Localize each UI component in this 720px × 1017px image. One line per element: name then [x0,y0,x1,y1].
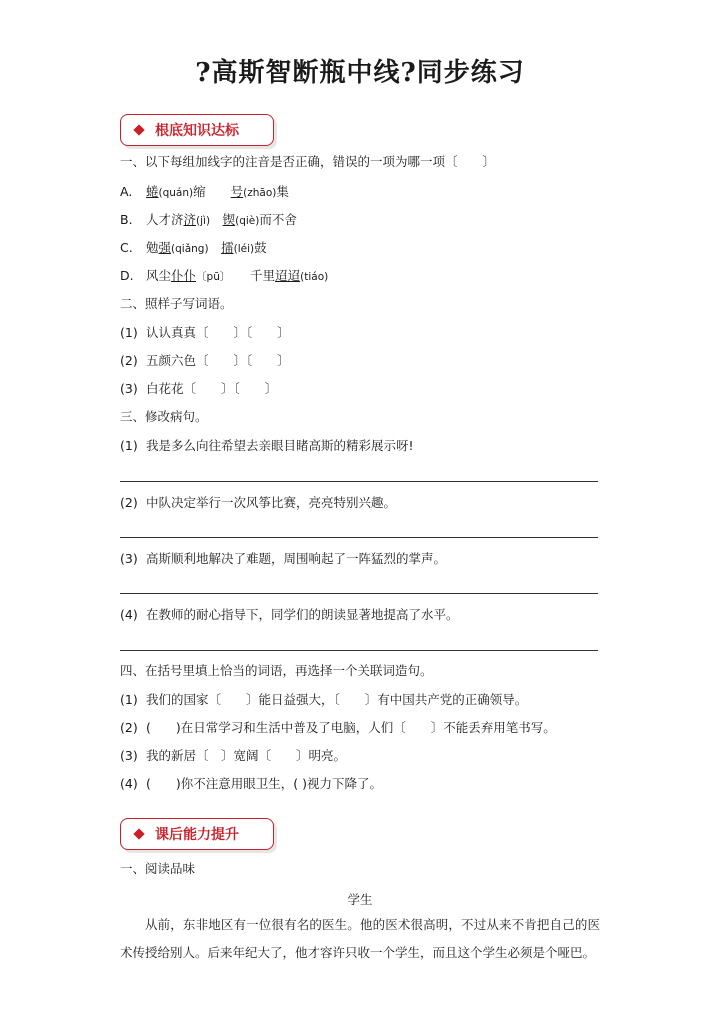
underlined-char: 号 [230,184,244,199]
story-title: 学生 [347,892,373,907]
diamond-icon [133,124,144,135]
item-text: 我是多么向往希望去亲眼目睹高斯的精彩展示呀! [146,438,414,453]
pinyin: (jì) [196,215,211,227]
choice-b [120,212,297,229]
choice-label: D. [120,268,134,283]
list-item [120,720,556,736]
question-heading: 一、阅读品味 [120,861,196,876]
underlined-char: 蜷 [146,184,159,199]
section-badge-basics [120,114,274,146]
underlined-char: 擂 [221,240,234,255]
question-heading: 三、修改病句。 [120,409,208,424]
choice-text: 人才济 [146,212,184,227]
item-text: 我的新居〔 〕宽阔〔 〕明亮。 [146,748,347,763]
item-number: (3) [120,551,138,566]
item-number: (3) [120,381,138,396]
item-text: 认认真真〔 〕〔 〕 [146,325,290,340]
list-item [120,325,290,341]
choice-label: B. [120,212,133,227]
list-item [120,381,277,397]
choice-text: 集 [276,184,289,199]
item-number: (2) [120,353,138,368]
item-number: (2) [120,495,138,510]
underlined-char: 仆仆 [171,268,197,283]
question-heading: 二、照样子写词语。 [120,296,233,311]
section-badge-extension [120,818,274,850]
choice-text: 而不舍 [259,212,297,227]
underlined-char: 迢迢 [275,268,301,283]
choice-text: 缩 [193,184,206,199]
answer-line [120,537,598,538]
underlined-char: 锲 [222,212,236,227]
choice-text: 风尘 [146,268,172,283]
choice-a [120,184,289,201]
list-item [120,353,290,369]
pinyin: (quán) [158,187,194,199]
story-paragraph: 从前，东非地区有一位很有名的医生。他的医术很高明，不过从来不肯把自己的医术传授给别人。后来年纪大了，他才容许只收一个学生，而且这个学生必须是个哑巴。 [120,917,600,960]
item-text: 白花花〔 〕〔 〕 [146,381,278,396]
item-number: (1) [120,325,138,340]
item-number: (4) [120,776,138,791]
choice-text: 勉 [146,240,159,255]
pinyin: (léi) [233,243,255,255]
list-item [120,438,414,454]
list-item [120,692,527,708]
list-item [120,776,382,792]
diamond-icon [133,828,144,839]
pinyin: (zhāo) [243,187,277,199]
choice-text: 千里 [250,268,276,283]
answer-line [120,593,598,594]
underlined-char: 强 [158,240,172,255]
item-number: (3) [120,748,138,763]
choice-label: A. [120,184,133,199]
item-text: ( )在日常学习和生活中普及了电脑，人们〔 〕不能丢弃用笔书写。 [146,720,556,735]
list-item [120,748,346,764]
page-title: ?高斯智断瓶中线?同步练习 [195,58,525,88]
pinyin: (qiǎng) [171,243,209,255]
item-text: 在教师的耐心指导下，同学们的朗读显著地提高了水平。 [146,607,459,622]
choice-text: 鼓 [254,240,267,255]
item-text: 高斯顺利地解决了难题，周围响起了一阵猛烈的掌声。 [146,551,447,566]
section-title: 课后能力提升 [155,827,239,843]
choice-c [120,240,267,257]
list-item [120,495,396,511]
item-text: 我们的国家〔 〕能日益强大，〔 〕有中国共产党的正确领导。 [146,692,528,707]
choice-label: C. [120,240,133,255]
pinyin: (qiè) [235,215,260,227]
item-text: ( )你不注意用眼卫生，( )视力下降了。 [146,776,382,791]
item-text: 中队决定举行一次风筝比赛，亮亮特别兴趣。 [146,495,397,510]
item-number: (2) [120,720,138,735]
section-title: 根底知识达标 [155,123,239,139]
underlined-char: 济 [183,212,197,227]
list-item [120,607,459,623]
question-heading: 一、以下每组加线字的注音是否正确，错误的一项为哪一项〔 〕 [120,154,496,169]
item-number: (1) [120,438,138,453]
answer-line [120,481,598,482]
item-number: (1) [120,692,138,707]
choice-d [120,268,328,285]
question-heading: 四、在括号里填上恰当的词语，再选择一个关联词造句。 [120,663,433,678]
pinyin: 〔pū〕 [196,271,226,283]
list-item [120,551,446,567]
pinyin: (tiáo) [300,271,329,283]
answer-line [120,650,598,651]
item-text: 五颜六色〔 〕〔 〕 [146,353,290,368]
item-number: (4) [120,607,138,622]
